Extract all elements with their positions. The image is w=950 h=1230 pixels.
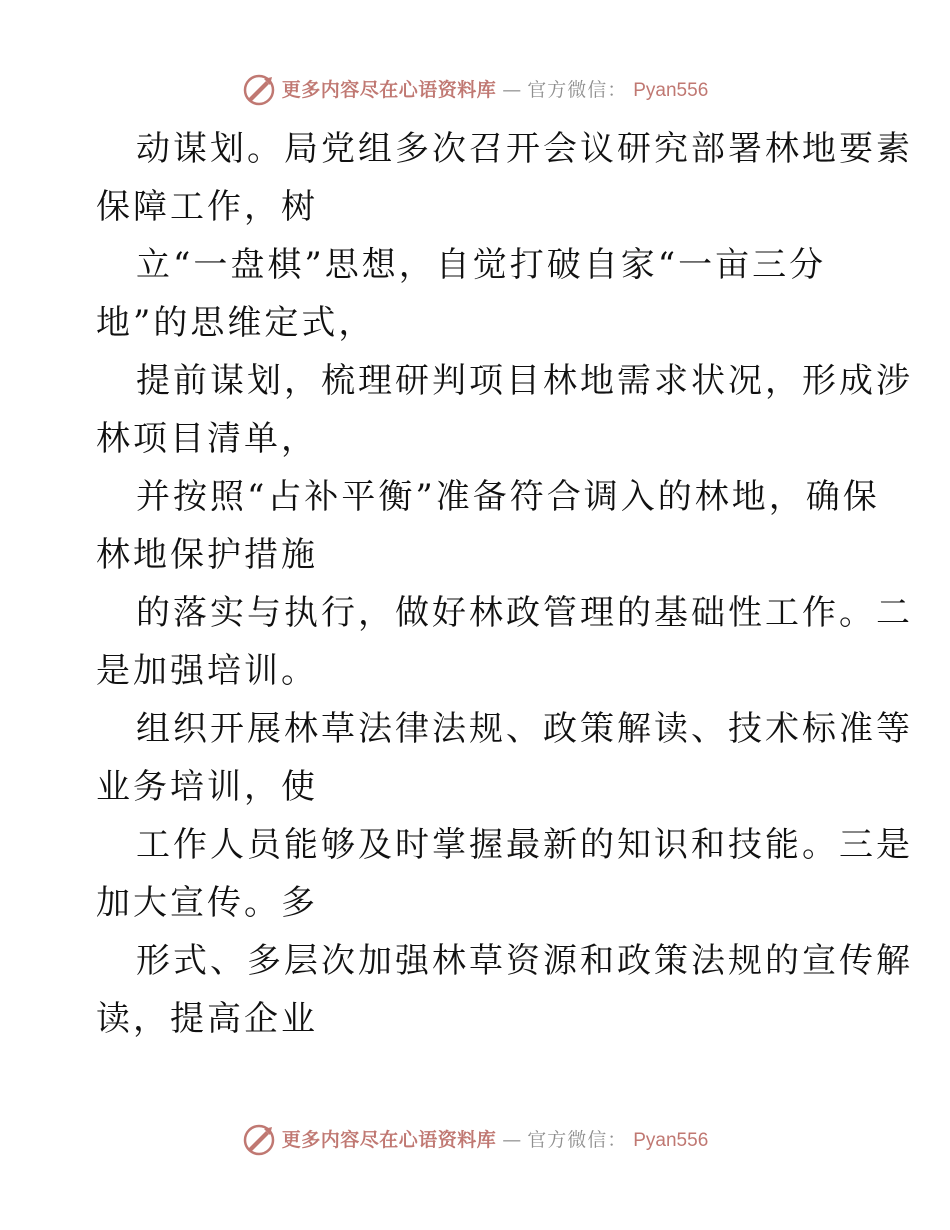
- body-line: 工作人员能够及时掌握最新的知识和技能。三是: [136, 825, 913, 865]
- body-line: 读，提高企业: [96, 999, 318, 1039]
- watermark-separator: —: [502, 78, 522, 101]
- watermark-wechat-id: Pyan556: [633, 79, 709, 101]
- footer-watermark: [0, 1120, 950, 1160]
- quill-logo-icon: [242, 73, 276, 107]
- body-line: 林项目清单，: [96, 419, 318, 459]
- watermark-main-text: 更多内容尽在心语资料库: [281, 78, 497, 101]
- document-body: [96, 120, 913, 1048]
- body-line: 提前谋划，梳理研判项目林地需求状况，形成涉: [136, 361, 913, 401]
- watermark-separator: —: [502, 1128, 522, 1151]
- body-line: 组织开展林草法律法规、政策解读、技术标准等: [136, 709, 913, 749]
- body-line: 形式、多层次加强林草资源和政策法规的宣传解: [136, 941, 913, 981]
- body-line: 业务培训，使: [96, 767, 318, 807]
- header-watermark: [0, 70, 950, 110]
- body-line: 加大宣传。多: [96, 883, 318, 923]
- body-line: 立“一盘棋”思想，自觉打破自家“一亩三分: [136, 245, 827, 285]
- body-line: 地”的思维定式，: [96, 303, 376, 343]
- body-line: 林地保护措施: [96, 535, 318, 575]
- body-line: 是加强培训。: [96, 651, 318, 691]
- watermark-main-text: 更多内容尽在心语资料库: [281, 1128, 497, 1151]
- watermark-wechat-label: 官方微信：: [527, 78, 628, 101]
- body-line: 动谋划。局党组多次召开会议研究部署林地要素: [136, 129, 913, 169]
- watermark-wechat-label: 官方微信：: [527, 1128, 628, 1151]
- body-line: 保障工作，树: [96, 187, 318, 227]
- watermark-wechat-id: Pyan556: [633, 1129, 709, 1151]
- quill-logo-icon: [242, 1123, 276, 1157]
- body-line: 的落实与执行，做好林政管理的基础性工作。二: [136, 593, 913, 633]
- body-line: 并按照“占补平衡”准备符合调入的林地，确保: [136, 477, 880, 517]
